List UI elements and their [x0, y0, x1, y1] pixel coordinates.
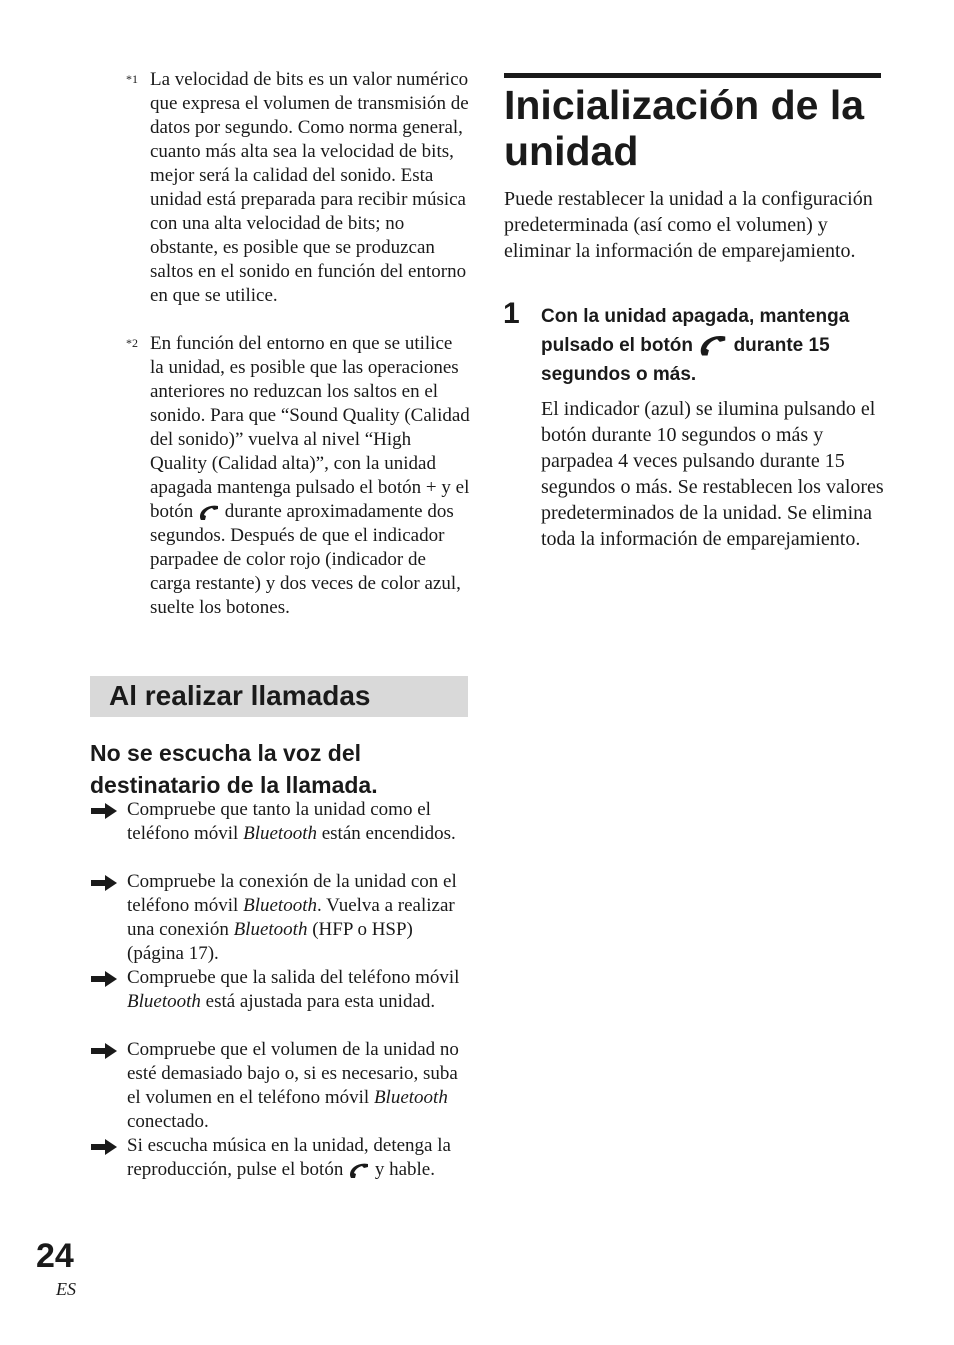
footnote-1: La velocidad de bits es un valor numérico que expresa el volumen de transmisión de datos por segundo. Como norma general, cuanto más alta sea la velocidad de bits, mejor será la calidad del sonido. Esta unidad está preparada para recibir música con una alta velocidad de bits; no obstante, es posible que se produzcan saltos en el sonido en función del entorno en que se utilice.	[150, 69, 469, 306]
check-text-italic: Bluetooth	[233, 919, 308, 940]
footnote-text: durante aproximadamente dos segundos. Después de que el indicador parpadee de color rojo (indicador de carga restante) y dos veces de color azul, suelte los botones.	[150, 501, 461, 618]
check-text-italic: Bluetooth	[373, 1087, 448, 1108]
step-text-part: Con la unidad apagada, mantenga pulsado el botón	[541, 306, 850, 356]
check-text-part: conectado.	[127, 1111, 209, 1132]
check-text	[127, 1134, 472, 1182]
check-text-part: Compruebe la conexión de la unidad con el teléfono móvil	[127, 871, 457, 916]
check-text-italic: Bluetooth	[243, 823, 317, 844]
check-text-part: Compruebe que tanto la unidad como el teléfono móvil	[127, 799, 431, 844]
check-text-part: (HFP o HSP) (página 17).	[127, 919, 413, 964]
check-text-part: Compruebe que el volumen de la unidad no esté demasiado bajo o, si es necesario, suba el volumen en el teléfono móvil	[127, 1039, 459, 1108]
arrow-right-icon	[90, 970, 118, 988]
section-title: Al realizar llamadas	[109, 680, 371, 711]
subheading: No se escucha la voz del destinatario de la llamada.	[90, 740, 378, 798]
arrow-right-icon	[90, 874, 118, 892]
step-description: El indicador (azul) se ilumina pulsando el botón durante 10 segundos o más y parpadea 4 veces pulsando durante 15 segundos o más. Se restablecen los valores predeterminados de la unidad. Se elimina toda la información de emparejamiento.	[541, 398, 884, 550]
intro-paragraph: Puede restablecer la unidad a la configuración predeterminada (así como el volumen) y eliminar la información de emparejamiento.	[504, 188, 873, 262]
page-title: Inicialización de la unidad	[504, 82, 865, 174]
title-rule	[504, 73, 881, 78]
step-instruction	[541, 302, 881, 389]
arrow-right-icon	[90, 1138, 118, 1156]
check-text	[127, 870, 472, 966]
step-text-part: durante 15 segundos o más.	[541, 335, 830, 385]
check-text-part: y hable.	[374, 1159, 435, 1180]
arrow-right-icon	[90, 802, 118, 820]
check-text-italic: Bluetooth	[243, 895, 317, 916]
footnote-text: En función del entorno en que se utilice la unidad, es posible que las operaciones anteriores no reduzcan los saltos en el sonido. Para que “Sound Quality (Calidad del sonido)” vuelva al nivel “High Quality (Calidad alta)”, con la unidad apagada mantenga pulsado el botón + y el botón	[150, 333, 470, 522]
footnote-mark: *1	[126, 72, 138, 86]
arrow-right-icon	[90, 1042, 118, 1060]
phone-icon	[348, 1163, 370, 1179]
phone-icon	[698, 335, 728, 357]
section-band	[90, 676, 468, 717]
check-text	[127, 966, 472, 1014]
check-text	[127, 1038, 472, 1134]
check-text	[127, 798, 472, 846]
footnote-2	[150, 332, 470, 620]
check-text-part: están encendidos.	[316, 823, 456, 844]
page-number: 24	[36, 1237, 74, 1275]
phone-icon	[198, 505, 220, 521]
check-text-part: está ajustada para esta unidad.	[200, 991, 436, 1012]
step-number: 1	[503, 297, 520, 330]
check-text-part: Si escucha música en la unidad, detenga la reproducción, pulse el botón	[127, 1135, 451, 1180]
check-text-part: Compruebe que la salida del teléfono móvil	[127, 967, 460, 988]
check-text-italic: Bluetooth	[127, 991, 201, 1012]
footnote-mark: *2	[126, 336, 138, 350]
page-language: ES	[56, 1279, 76, 1299]
check-text-part: . Vuelva a realizar una conexión	[127, 895, 455, 940]
